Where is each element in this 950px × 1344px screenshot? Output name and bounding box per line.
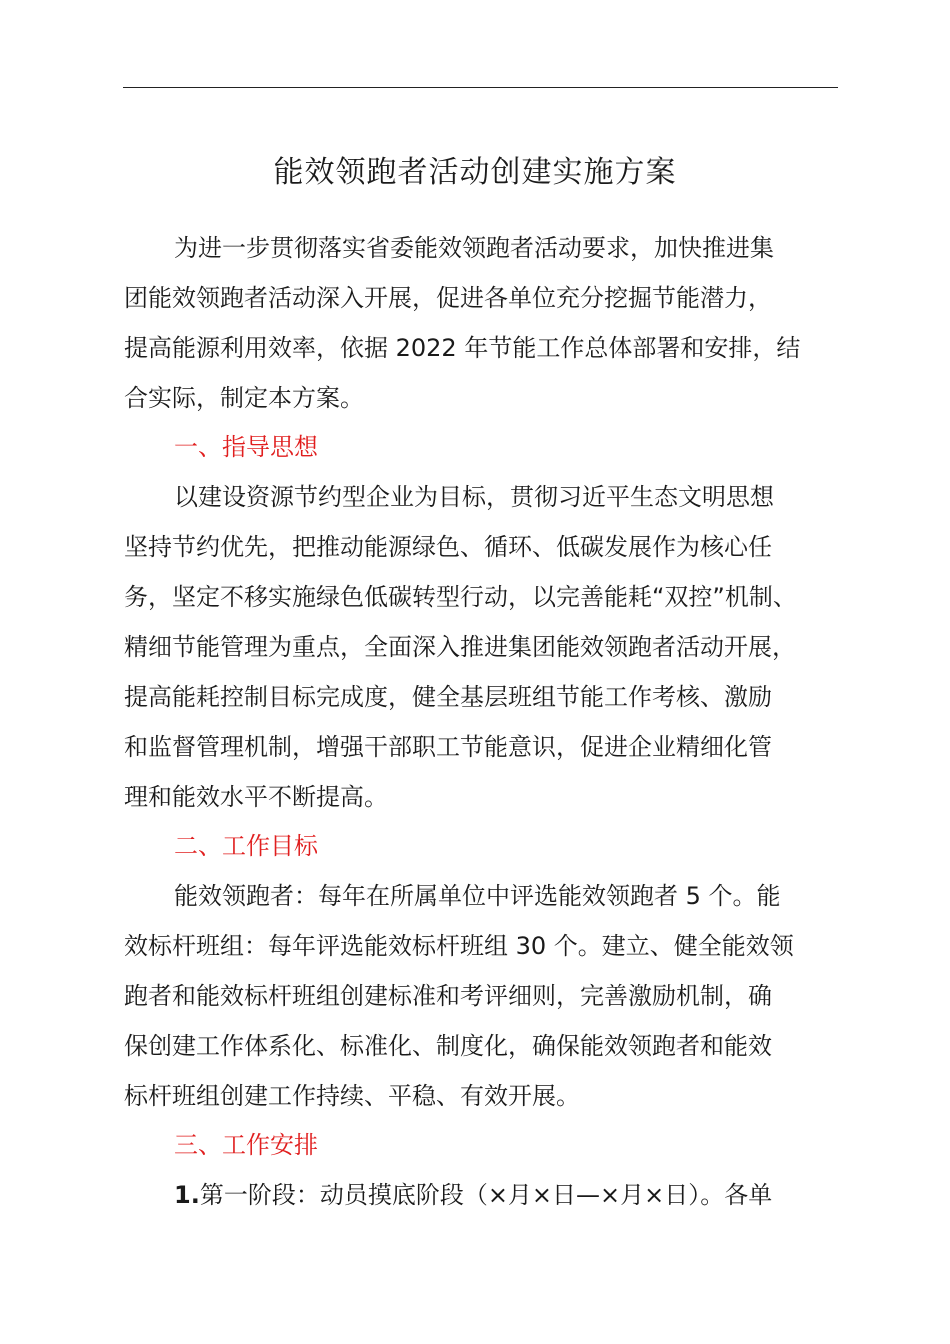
section1-line: 以建设资源节约型企业为目标，贯彻习近平生态文明思想 [174, 483, 774, 511]
section3-item1 [174, 1178, 772, 1212]
section2-line: 标杆班组创建工作持续、平稳、有效开展。 [124, 1082, 580, 1110]
section2-line: 保创建工作体系化、标准化、制度化，确保能效领跑者和能效 [124, 1032, 772, 1060]
section-heading-work-arrangement: 三、工作安排 [174, 1131, 318, 1159]
section1-line: 坚持节约优先，把推动能源绿色、循环、低碳发展作为核心任 [124, 533, 772, 561]
section2-line: 跑者和能效标杆班组创建标准和考评细则，完善激励机制，确 [124, 982, 772, 1010]
intro-line: 为进一步贯彻落实省委能效领跑者活动要求，加快推进集 [174, 234, 774, 262]
section-heading-work-goals: 二、工作目标 [174, 832, 318, 860]
section1-line: 精细节能管理为重点，全面深入推进集团能效领跑者活动开展， [124, 633, 796, 661]
item-number: 1. [174, 1181, 200, 1209]
intro-line: 合实际，制定本方案。 [124, 384, 364, 412]
item-text: 第一阶段：动员摸底阶段（×月×日—×月×日）。各单 [199, 1181, 773, 1209]
section2-line: 能效领跑者：每年在所属单位中评选能效领跑者 5 个。能 [174, 882, 781, 910]
section1-line: 提高能耗控制目标完成度，健全基层班组节能工作考核、激励 [124, 683, 772, 711]
section-heading-guiding-ideology: 一、指导思想 [174, 433, 318, 461]
section1-line: 理和能效水平不断提高。 [124, 783, 388, 811]
header-rule [123, 87, 838, 88]
section1-line: 和监督管理机制，增强干部职工节能意识，促进企业精细化管 [124, 733, 772, 761]
section1-line: 务，坚定不移实施绿色低碳转型行动，以完善能耗“双控”机制、 [124, 583, 797, 611]
intro-line: 团能效领跑者活动深入开展，促进各单位充分挖掘节能潜力， [124, 284, 772, 312]
section2-line: 效标杆班组：每年评选能效标杆班组 30 个。建立、健全能效领 [124, 932, 794, 960]
intro-line: 提高能源利用效率，依据 2022 年节能工作总体部署和安排，结 [124, 334, 801, 362]
document-title: 能效领跑者活动创建实施方案 [273, 155, 677, 190]
